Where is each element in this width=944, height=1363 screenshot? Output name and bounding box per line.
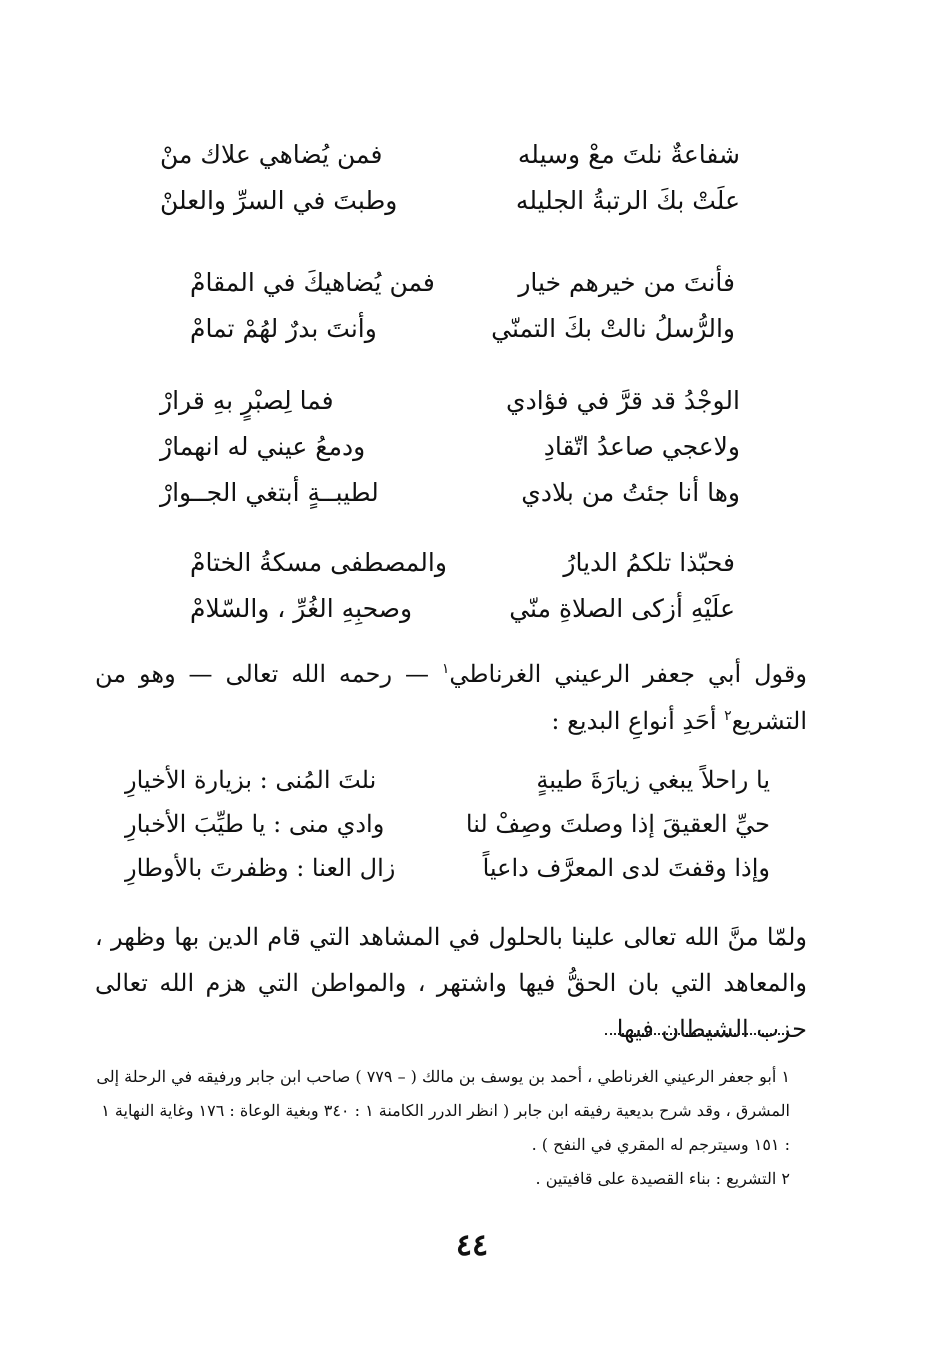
- verse-line: [190, 260, 735, 306]
- verse-hemistich-right: والرُّسلُ نالتْ بكَ التمنّي: [491, 314, 735, 343]
- verse-hemistich-right: وها أنا جئتُ من بلادي: [521, 478, 740, 507]
- intro-text: أحَدِ أنواعِ البديع :: [551, 707, 725, 735]
- verse-hemistich-right: شفاعةٌ نلتَ معْ وسيله: [517, 140, 740, 169]
- verse-hemistich-left: فمن يُضاهي علاك منْ: [160, 140, 383, 169]
- footnote-ref-1: ١: [441, 661, 450, 677]
- intro-text: وقول أبي جعفر الرعيني الغرناطي: [449, 660, 807, 688]
- footnote-divider: [605, 1033, 788, 1035]
- verse-line: [160, 378, 740, 424]
- verse-hemistich-left: وصحبِهِ الغُرِّ ، والسّلامْ: [190, 594, 413, 623]
- footnotes: [95, 1060, 790, 1196]
- verse-hemistich-right: فأنتَ من خيرهم خيار: [518, 268, 735, 297]
- verse-hemistich-right: ولاعجي صاعدُ اتّقادِ: [543, 432, 740, 461]
- verse-hemistich-left: والمصطفى مسكةُ الختامْ: [190, 548, 447, 577]
- page-number: ٤٤: [455, 1228, 489, 1263]
- body-paragraph: ولمّا منَّ الله تعالى علينا بالحلول في المشاهد التي قام الدين بها وظهر ، والمعاهد التي بان الحقُّ فيها واشتهر ، والمواطن التي هزم الله تعالى حزب الشيطان فيها: [95, 923, 807, 1043]
- verse-line: [190, 540, 735, 586]
- verse-hemistich-left: زال العنا : وظفرتَ بالأوطارِ: [125, 854, 396, 882]
- intro-text: — رحمه الله تعالى — وهو من التشريع: [95, 660, 807, 735]
- verse-hemistich-right: حيِّ العقيقَ إذا وصلتَ وصِفْ لنا: [465, 810, 770, 838]
- verse-hemistich-right: الوجْدُ قد قرَّ في فؤادي: [506, 386, 740, 415]
- verse-line: [190, 306, 735, 352]
- verse-hemistich-left: فما لِصبْرٍ بهِ قرارْ: [160, 386, 334, 415]
- poem-stanza-3: [160, 378, 740, 516]
- poem-stanza-2: [190, 260, 735, 352]
- verse-hemistich-left: ودمعُ عيني له انهمارْ: [160, 432, 366, 461]
- verse-line: [160, 470, 740, 516]
- poem-stanza-4: [190, 540, 735, 632]
- verse-hemistich-left: وأنتَ بدرٌ لهُمْ تمامْ: [190, 314, 377, 343]
- verse-hemistich-left: لطيبــةٍ أبتغي الجــوارْ: [160, 478, 379, 507]
- verse-hemistich-right: وإذا وقفتَ لدى المعرَّف داعياً: [482, 854, 770, 882]
- verse-hemistich-left: وطبتَ في السرِّ والعلنْ: [160, 186, 398, 215]
- footnote-2: ٢ التشريع : بناء القصيدة على قافيتين .: [535, 1169, 790, 1188]
- verse-line: [125, 846, 770, 890]
- verse-line: [160, 132, 740, 178]
- footnote-ref-2: ٢: [724, 708, 732, 724]
- verse-line: [190, 586, 735, 632]
- intro-paragraph: [95, 648, 807, 742]
- verse-line: [125, 758, 770, 802]
- verse-line: [125, 802, 770, 846]
- verse-hemistich-left: فمن يُضاهيكَ في المقامْ: [190, 268, 435, 297]
- verse-hemistich-right: فحبّذا تلكمُ الديارُ: [563, 548, 735, 577]
- verse-line: [160, 178, 740, 224]
- poem-stanza-1: [160, 132, 740, 224]
- verse-hemistich-right: يا راحلاً يبغي زيارَةَ طيبةٍ: [536, 766, 770, 794]
- verse-hemistich-left: وادي منى : يا طيِّبَ الأخبارِ: [125, 810, 385, 838]
- footnote-1: ١ أبو جعفر الرعيني الغرناطي ، أحمد بن يوسف بن مالك ( – ٧٧٩ ) صاحب ابن جابر ورفيقه في الرحلة إلى المشرق ، وقد شرح بديعية رفيقه ابن جابر ( انظر الدرر الكامنة ١ : ٣٤٠ وبغية الوعاة : ١٧٦ وغاية النهاية ١ : ١٥١ وسيترجم له المقري في النفح ) .: [96, 1067, 790, 1154]
- poem-stanza-5: [125, 758, 770, 890]
- verse-hemistich-right: علَيْهِ أزكى الصلاةِ منّي: [509, 594, 735, 623]
- verse-line: [160, 424, 740, 470]
- verse-hemistich-left: نلتَ المُنى : بزيارة الأخيارِ: [125, 766, 377, 794]
- verse-hemistich-right: علَتْ بكَ الرتبةُ الجليله: [515, 186, 740, 215]
